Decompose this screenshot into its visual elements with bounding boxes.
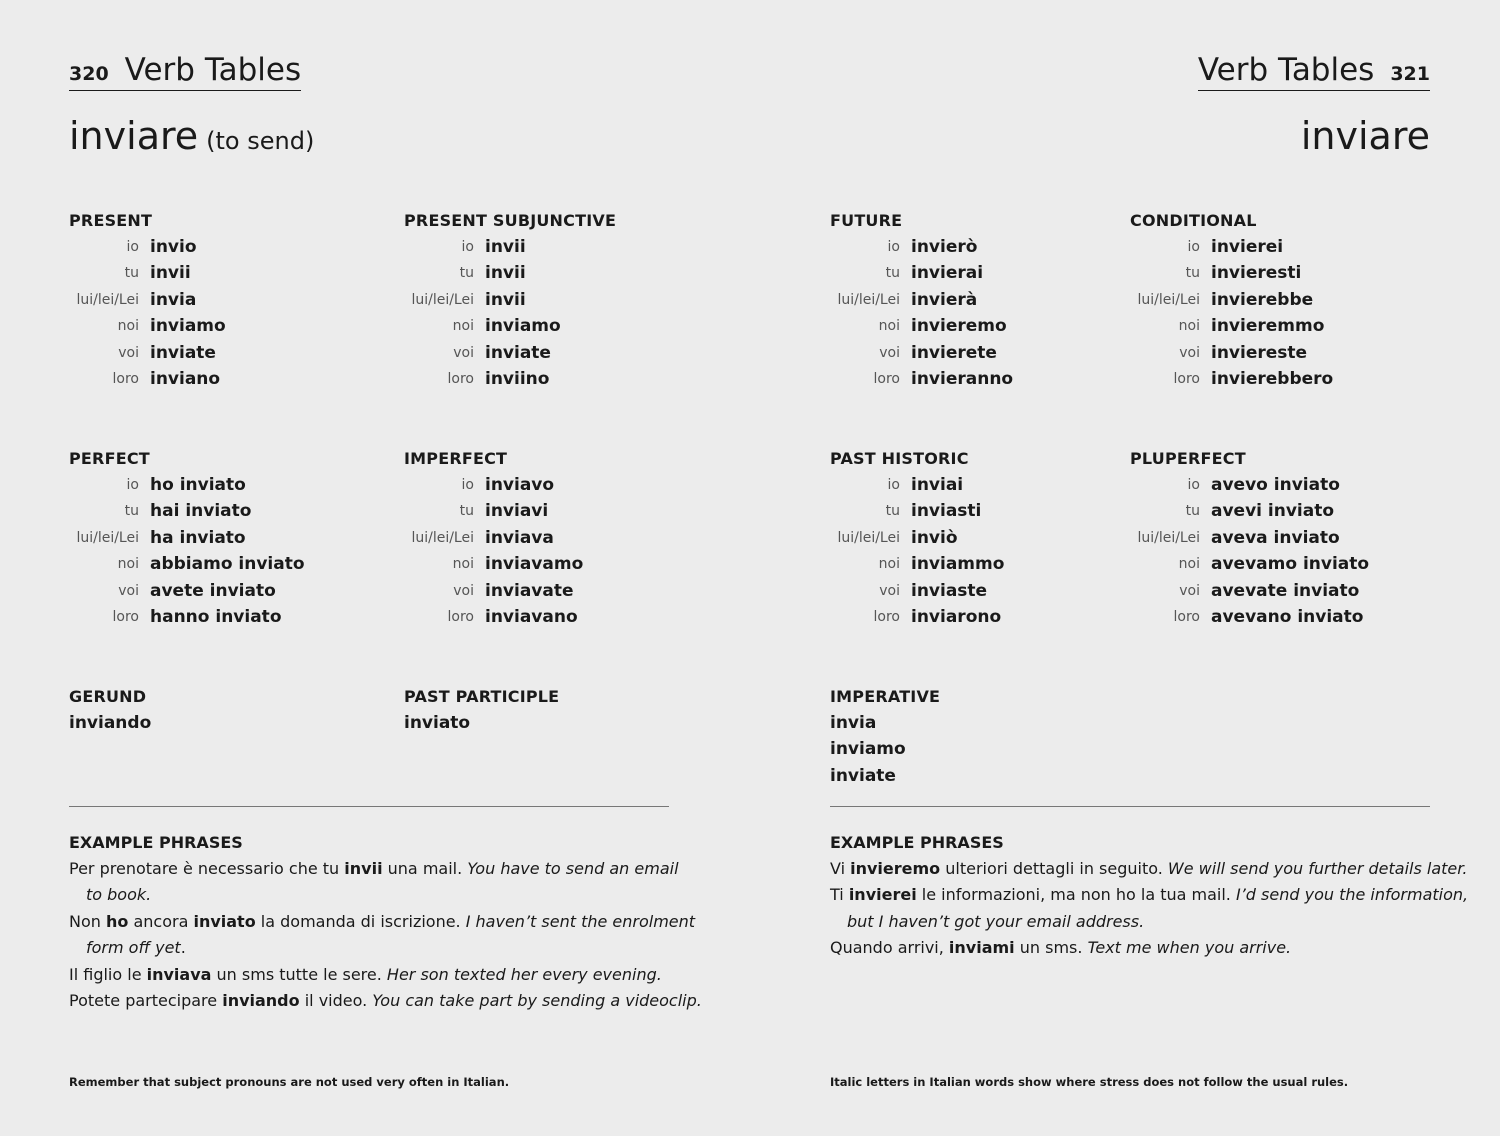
verb-highlight: invieremo: [850, 859, 941, 878]
translation-text: Text me when you arrive.: [1087, 938, 1292, 958]
conjugation-row: [830, 498, 1130, 524]
conjugation-row: [69, 525, 369, 551]
imperative-form: inviate: [830, 765, 896, 786]
conjugation-row: [830, 578, 1130, 604]
translation-text: I haven’t sent the enrolment: [465, 911, 696, 931]
verb-form: invierebbe: [1211, 289, 1314, 310]
verb-form: inviate: [485, 342, 551, 363]
example-line: [830, 935, 1430, 961]
verb-highlight: inviando: [222, 991, 300, 1011]
pronoun: voi: [879, 344, 900, 361]
conjugation-row: [404, 287, 704, 313]
verb-form: ha inviato: [150, 527, 246, 548]
verb-form: avete inviato: [150, 580, 276, 601]
verb-form: invieremo: [911, 316, 1007, 337]
verb-form: invieranno: [911, 368, 1014, 389]
pronoun: noi: [1178, 556, 1200, 573]
conjugation-row: [69, 287, 369, 313]
tense-present-subjunctive: [404, 208, 704, 392]
pronoun: noi: [878, 556, 900, 573]
conjugation-row: [404, 604, 704, 630]
footnote: Remember that subject pronouns are not used very often in Italian.: [69, 1075, 510, 1089]
pronoun: tu: [1185, 265, 1200, 282]
verb-heading: [1301, 114, 1430, 158]
verb-form: invierò: [911, 237, 978, 257]
verb-form: inviavate: [485, 580, 574, 601]
phrase-text: Vi: [830, 859, 851, 878]
example-phrases: [69, 830, 702, 1014]
conjugation-row: [830, 525, 1130, 551]
conjugation-row: [404, 313, 704, 339]
tense-name: PLUPERFECT: [1130, 449, 1246, 468]
conjugation-row: [1130, 234, 1430, 260]
conjugation-row: [69, 366, 369, 392]
pronoun: tu: [885, 503, 900, 520]
conjugation-row: [830, 313, 1130, 339]
conjugation-row: [404, 525, 704, 551]
conjugation-row: [69, 578, 369, 604]
verb-form: inviò: [911, 527, 958, 548]
pronoun: noi: [1178, 318, 1200, 335]
verb-form: inviereste: [1211, 342, 1308, 363]
pronoun: voi: [118, 582, 139, 599]
verb-form: avevamo inviato: [1211, 554, 1370, 575]
pronoun: lui/lei/Lei: [837, 529, 900, 546]
pronoun: tu: [124, 503, 139, 520]
example-phrase: [830, 856, 1468, 882]
phrase-text: le informazioni, ma non ho la tua mail.: [916, 885, 1236, 905]
section-title: Verb Tables: [124, 52, 302, 88]
pronoun: lui/lei/Lei: [76, 529, 139, 546]
conjugation-row: [1130, 604, 1430, 630]
conjugation-row: [69, 604, 369, 630]
verb-form: avevano inviato: [1211, 606, 1364, 627]
verb-form: avevo inviato: [1211, 475, 1340, 495]
verb-form: inviammo: [911, 554, 1005, 575]
pronoun: tu: [459, 265, 474, 282]
translation-text: I’d send you the information,: [1235, 885, 1469, 905]
section-title: Verb Tables: [1197, 52, 1375, 88]
phrase-text: il video.: [299, 991, 373, 1011]
phrase-text: Per prenotare è necessario che tu: [69, 859, 345, 878]
verb-form: invierai: [911, 263, 984, 284]
verb-highlight: invii: [344, 859, 383, 878]
pronoun: lui/lei/Lei: [837, 291, 900, 308]
pronoun: voi: [1179, 344, 1200, 361]
pronoun: tu: [124, 265, 139, 282]
pronoun: lui/lei/Lei: [1137, 529, 1200, 546]
example-phrase: [830, 935, 1430, 961]
conjugation-row: [1130, 340, 1430, 366]
conjugation-row: [404, 260, 704, 286]
pronoun: tu: [459, 503, 474, 520]
tense-name: IMPERATIVE: [830, 687, 941, 706]
verb-form: invieremmo: [1211, 316, 1325, 337]
pronoun: lui/lei/Lei: [76, 291, 139, 308]
pronoun: tu: [885, 265, 900, 282]
imperative-form: inviamo: [830, 739, 906, 760]
verb-form: abbiamo inviato: [150, 554, 305, 575]
conjugation-row: [830, 472, 1130, 498]
verb-form: inviavamo: [485, 554, 584, 575]
tense-imperfect: [404, 446, 704, 630]
verb-form: avevate inviato: [1211, 580, 1360, 601]
verb-form: inviano: [150, 368, 221, 389]
conjugation-row: [404, 366, 704, 392]
tense-present: [69, 208, 369, 392]
verb-form: inviavo: [485, 475, 555, 495]
pronoun: noi: [117, 556, 139, 573]
verb-infinitive: inviare: [1300, 114, 1430, 158]
translation-text: form off yet: [86, 938, 181, 958]
tense-name: PRESENT SUBJUNCTIVE: [404, 211, 617, 230]
pronoun: io: [126, 477, 139, 493]
verb-form: inviarono: [911, 606, 1002, 627]
phrase-text: un sms.: [1014, 938, 1088, 958]
example-line: [69, 962, 669, 988]
verb-form: invia: [150, 289, 197, 310]
example-line: [69, 909, 696, 935]
pronoun: lui/lei/Lei: [1137, 291, 1200, 308]
example-phrase: [830, 882, 1469, 935]
tense-perfect: [69, 446, 369, 630]
pronoun: voi: [1179, 582, 1200, 599]
page-header: [69, 52, 301, 91]
example-line: [69, 988, 702, 1014]
divider: [830, 806, 1430, 807]
phrase-text: Potete partecipare: [69, 991, 223, 1011]
conjugation-row: [1130, 551, 1430, 577]
verb-highlight: invierei: [848, 885, 917, 905]
tense-name: GERUND: [69, 687, 147, 706]
verb-form: hai inviato: [150, 501, 252, 522]
verb-form: ho inviato: [150, 475, 246, 495]
example-phrase: [69, 962, 669, 988]
verb-highlight: ho: [105, 911, 129, 931]
conjugation-row: [1130, 472, 1430, 498]
verb-highlight: inviava: [146, 964, 212, 984]
past-participle-block: [404, 684, 704, 736]
pronoun: io: [887, 477, 900, 493]
verb-form: invieresti: [1211, 263, 1302, 284]
verb-form: invii: [485, 237, 526, 257]
tense-name: PAST HISTORIC: [830, 449, 969, 468]
pronoun: voi: [879, 582, 900, 599]
conjugation-row: [69, 340, 369, 366]
phrase-text: ulteriori dettagli in seguito.: [940, 859, 1168, 878]
imperative-form: invia: [830, 713, 877, 733]
example-list: [830, 856, 1469, 962]
phrase-text: Quando arrivi,: [830, 938, 949, 958]
right-page: [830, 0, 1469, 1136]
conjugation-row: [830, 234, 1130, 260]
page-number: 320: [69, 63, 109, 85]
tense-pluperfect: [1130, 446, 1430, 630]
divider: [69, 806, 669, 807]
verb-form: invierete: [911, 342, 997, 363]
pronoun: lui/lei/Lei: [411, 529, 474, 546]
tense-past-historic: [830, 446, 1130, 630]
pronoun: loro: [873, 370, 900, 387]
verb-form: inviate: [150, 342, 216, 363]
verb-form: invii: [150, 263, 191, 284]
conjugation-row: [69, 260, 369, 286]
imperative-block: [830, 684, 1130, 789]
verb-form: inviavi: [485, 501, 549, 522]
conjugation-row: [404, 551, 704, 577]
example-line: [69, 856, 679, 882]
conjugation-row: [830, 366, 1130, 392]
verb-form: inviavano: [485, 606, 578, 627]
example-phrases: [830, 830, 1469, 962]
tense-name: CONDITIONAL: [1130, 211, 1257, 230]
conjugation-row: [1130, 366, 1430, 392]
conjugation-row: [1130, 498, 1430, 524]
footnote: Italic letters in Italian words show where stress does not follow the usual rules.: [830, 1075, 1349, 1089]
verb-form: invii: [485, 263, 526, 284]
pronoun: noi: [878, 318, 900, 335]
pronoun: io: [887, 239, 900, 255]
pronoun: loro: [873, 608, 900, 625]
phrase-text: ancora: [128, 911, 194, 931]
verb-form: inviino: [485, 368, 550, 389]
verb-form: avevi inviato: [1211, 501, 1335, 522]
conjugation-row: [1130, 578, 1430, 604]
pronoun: voi: [453, 582, 474, 599]
conjugation-row: [404, 498, 704, 524]
example-list: [69, 856, 702, 1014]
phrase-text: .: [180, 938, 186, 958]
example-phrases-title: EXAMPLE PHRASES: [69, 833, 243, 852]
pronoun: loro: [112, 370, 139, 387]
pronoun: noi: [452, 556, 474, 573]
example-phrase: [69, 988, 702, 1014]
pronoun: noi: [452, 318, 474, 335]
example-line: [830, 856, 1468, 882]
verb-form: inviamo: [485, 316, 561, 337]
conjugation-row: [69, 313, 369, 339]
verb-highlight: inviami: [948, 938, 1015, 958]
conjugation-row: [404, 472, 704, 498]
verb-form: inviava: [485, 527, 554, 548]
conjugation-row: [1130, 287, 1430, 313]
pronoun: voi: [118, 344, 139, 361]
example-phrases-title: EXAMPLE PHRASES: [830, 833, 1004, 852]
pronoun: noi: [117, 318, 139, 335]
translation-text: Her son texted her every evening.: [386, 964, 662, 984]
conjugation-row: [1130, 260, 1430, 286]
pronoun: loro: [1173, 370, 1200, 387]
pronoun: tu: [1185, 503, 1200, 520]
verb-highlight: inviato: [193, 911, 256, 931]
conjugation-row: [830, 604, 1130, 630]
tense-name: FUTURE: [830, 211, 903, 230]
conjugation-row: [1130, 525, 1430, 551]
phrase-text: Il figlio le: [69, 964, 147, 984]
conjugation-row: [69, 234, 369, 260]
tense-name: PERFECT: [69, 449, 150, 468]
verb-form: inviaste: [911, 580, 988, 601]
verb-form: invio: [150, 237, 197, 257]
example-line: [830, 909, 1430, 935]
tense-name: IMPERFECT: [404, 449, 508, 468]
translation-text: We will send you further details later.: [1167, 859, 1468, 878]
pronoun: io: [461, 239, 474, 255]
phrase-text: la domanda di iscrizione.: [255, 911, 466, 931]
verb-infinitive: inviare: [69, 114, 199, 158]
conjugation-row: [830, 340, 1130, 366]
pronoun: loro: [447, 370, 474, 387]
verb-form: invierà: [911, 289, 978, 310]
conjugation-row: [830, 287, 1130, 313]
verb-gloss: (to send): [206, 127, 315, 155]
conjugation-row: [69, 551, 369, 577]
phrase-text: Non: [69, 911, 106, 931]
conjugation-row: [404, 578, 704, 604]
phrase-text: una mail.: [382, 859, 468, 878]
tense-name: PAST PARTICIPLE: [404, 687, 560, 706]
pronoun: loro: [112, 608, 139, 625]
pronoun: loro: [1173, 608, 1200, 625]
verb-form: inviamo: [150, 316, 226, 337]
tense-conditional: [1130, 208, 1430, 392]
verb-form: invii: [485, 289, 526, 310]
conjugation-row: [404, 234, 704, 260]
translation-text: You can take part by sending a videoclip.: [372, 991, 702, 1011]
verb-heading: [69, 114, 314, 158]
pronoun: lui/lei/Lei: [411, 291, 474, 308]
verb-form: hanno inviato: [150, 606, 282, 627]
phrase-text: un sms tutte le sere.: [211, 964, 387, 984]
tense-future: [830, 208, 1130, 392]
pronoun: io: [1187, 477, 1200, 493]
verb-form: aveva inviato: [1211, 527, 1340, 548]
phrase-text: Ti: [830, 885, 849, 905]
past-participle-form: inviato: [404, 713, 471, 733]
verb-form: inviasti: [911, 501, 982, 522]
example-line: [830, 882, 1469, 908]
conjugation-row: [69, 498, 369, 524]
translation-text: but I haven’t got your email address.: [847, 911, 1145, 931]
conjugation-row: [830, 551, 1130, 577]
example-phrase: [69, 909, 696, 962]
translation-text: You have to send an email: [467, 859, 679, 878]
tense-name: PRESENT: [69, 211, 153, 230]
left-page: [69, 0, 702, 1136]
page-header: [1198, 52, 1430, 91]
verb-form: invierei: [1211, 237, 1284, 257]
conjugation-row: [404, 340, 704, 366]
pronoun: loro: [447, 608, 474, 625]
pronoun: voi: [453, 344, 474, 361]
translation-text: to book.: [86, 885, 152, 905]
pronoun: io: [1187, 239, 1200, 255]
conjugation-row: [1130, 313, 1430, 339]
verb-form: inviai: [911, 475, 964, 495]
example-phrase: [69, 856, 679, 909]
conjugation-row: [69, 472, 369, 498]
example-line: [69, 935, 669, 961]
gerund-form: inviando: [69, 713, 152, 733]
gerund-block: [69, 684, 369, 736]
verb-form: invierebbero: [1211, 368, 1334, 389]
pronoun: io: [461, 477, 474, 493]
example-line: [69, 882, 669, 908]
pronoun: io: [126, 239, 139, 255]
conjugation-row: [830, 260, 1130, 286]
page-number: 321: [1390, 63, 1430, 85]
